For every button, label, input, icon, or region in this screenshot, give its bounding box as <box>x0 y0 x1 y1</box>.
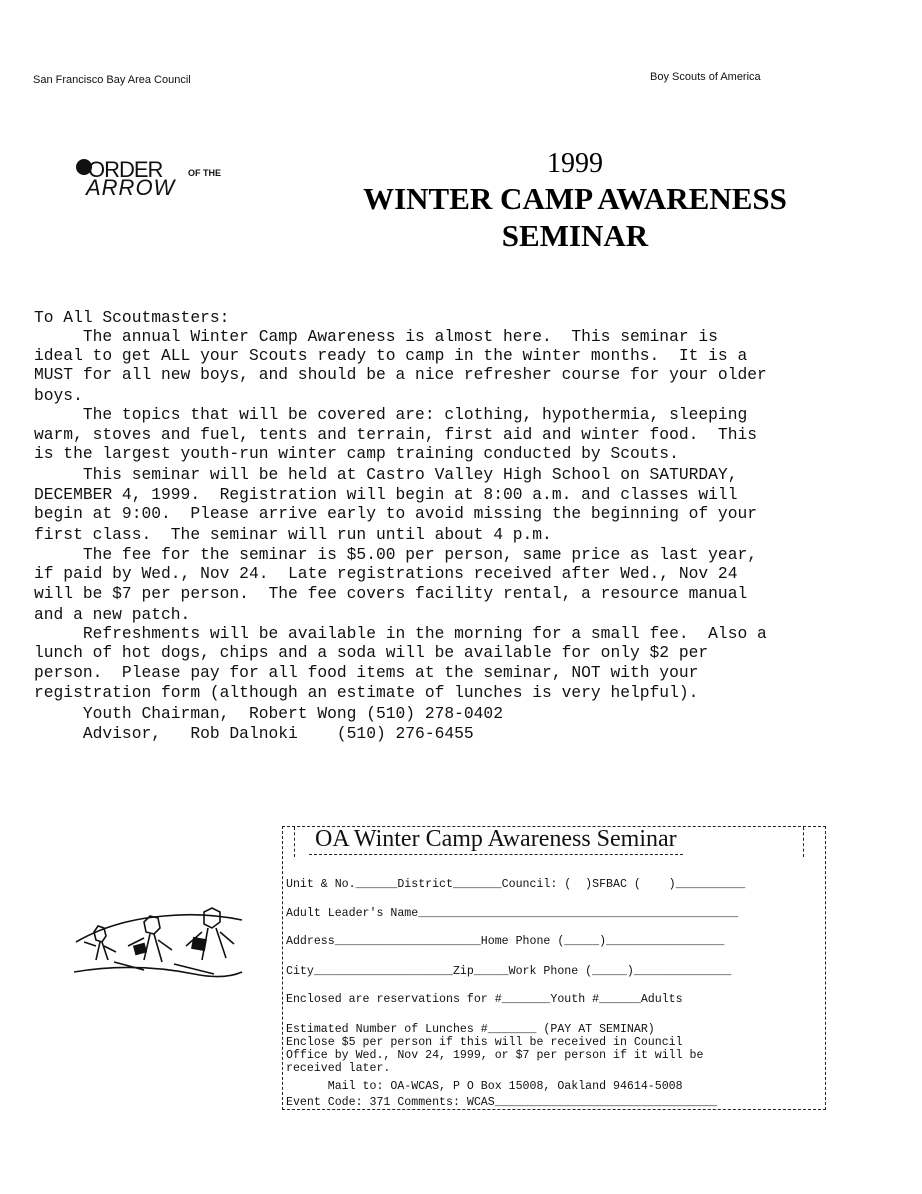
letter-line: begin at 9:00. Please arrive early to avoid missing the beginning of your <box>34 504 758 523</box>
letter-line: To All Scoutmasters: <box>34 308 230 327</box>
winter-hikers-illustration <box>74 902 244 984</box>
form-fee-note: Office by Wed., Nov 24, 1999, or $7 per person if it will be <box>286 1049 704 1062</box>
logo-order-text: ORDER <box>88 157 163 182</box>
field-adult-leader-name[interactable]: Adult Leader's Name______________________________________________ <box>286 907 739 920</box>
letter-line: The topics that will be covered are: clothing, hypothermia, sleeping <box>34 405 748 424</box>
letter-line: is the largest youth-run winter camp training conducted by Scouts. <box>34 444 679 463</box>
organization-name: Boy Scouts of America <box>650 71 761 83</box>
letter-line: if paid by Wed., Nov 24. Late registrations received after Wed., Nov 24 <box>34 564 738 583</box>
page-title: WINTER CAMP AWARENESS <box>363 181 787 216</box>
field-unit-district-council[interactable]: Unit & No.______District_______Council: ( )SFBAC ( )__________ <box>286 878 746 891</box>
letter-line: person. Please pay for all food items at the seminar, NOT with your <box>34 663 699 682</box>
logo-of-the-text: OF THE <box>188 168 221 178</box>
letter-line: boys. <box>34 386 83 405</box>
letter-line: ideal to get ALL your Scouts ready to camp in the winter months. It is a <box>34 346 748 365</box>
form-title: OA Winter Camp Awareness Seminar <box>309 826 683 855</box>
letter-line: MUST for all new boys, and should be a nice refresher course for your older <box>34 365 767 384</box>
letter-line: The annual Winter Camp Awareness is almost here. This seminar is <box>34 327 718 346</box>
form-event-code: Event Code: 371 Comments: WCAS________________________________ <box>286 1096 718 1109</box>
letter-line: warm, stoves and fuel, tents and terrain, first aid and winter food. This <box>34 425 758 444</box>
page-subtitle: SEMINAR <box>501 218 649 253</box>
letter-line: and a new patch. <box>34 605 191 624</box>
field-reservations[interactable]: Enclosed are reservations for #_______Youth #______Adults <box>286 993 683 1006</box>
contact-advisor: Advisor, Rob Dalnoki (510) 276-6455 <box>34 724 474 743</box>
council-name: San Francisco Bay Area Council <box>33 74 191 86</box>
logo-arrow-text: ARROW <box>86 175 176 200</box>
field-address-home-phone[interactable]: Address_____________________Home Phone (_____)_________________ <box>286 935 725 948</box>
letter-line: The fee for the seminar is $5.00 per person, same price as last year, <box>34 545 758 564</box>
letter-line: DECEMBER 4, 1999. Registration will begin at 8:00 a.m. and classes will <box>34 485 738 504</box>
letter-line: will be $7 per person. The fee covers facility rental, a resource manual <box>34 584 748 603</box>
order-of-the-arrow-logo <box>76 155 246 201</box>
contact-youth-chairman: Youth Chairman, Robert Wong (510) 278-0402 <box>34 704 503 723</box>
letter-line: lunch of hot dogs, chips and a soda will be available for only $2 per <box>34 643 709 662</box>
form-mail-to: Mail to: OA-WCAS, P O Box 15008, Oakland 94614-5008 <box>286 1080 683 1093</box>
form-fee-note: received later. <box>286 1062 391 1075</box>
letter-line: registration form (although an estimate of lunches is very helpful). <box>34 683 699 702</box>
letter-line: first class. The seminar will run until about 4 p.m. <box>34 525 552 544</box>
letter-line: This seminar will be held at Castro Valley High School on SATURDAY, <box>34 465 738 484</box>
title-year: 1999 <box>547 148 603 179</box>
form-fee-note: Enclose $5 per person if this will be received in Council <box>286 1036 683 1049</box>
letter-line: Refreshments will be available in the morning for a small fee. Also a <box>34 624 767 643</box>
field-lunch-estimate[interactable]: Estimated Number of Lunches #_______ (PAY AT SEMINAR) <box>286 1023 655 1036</box>
field-city-zip-work-phone[interactable]: City____________________Zip_____Work Phone (_____)______________ <box>286 965 732 978</box>
